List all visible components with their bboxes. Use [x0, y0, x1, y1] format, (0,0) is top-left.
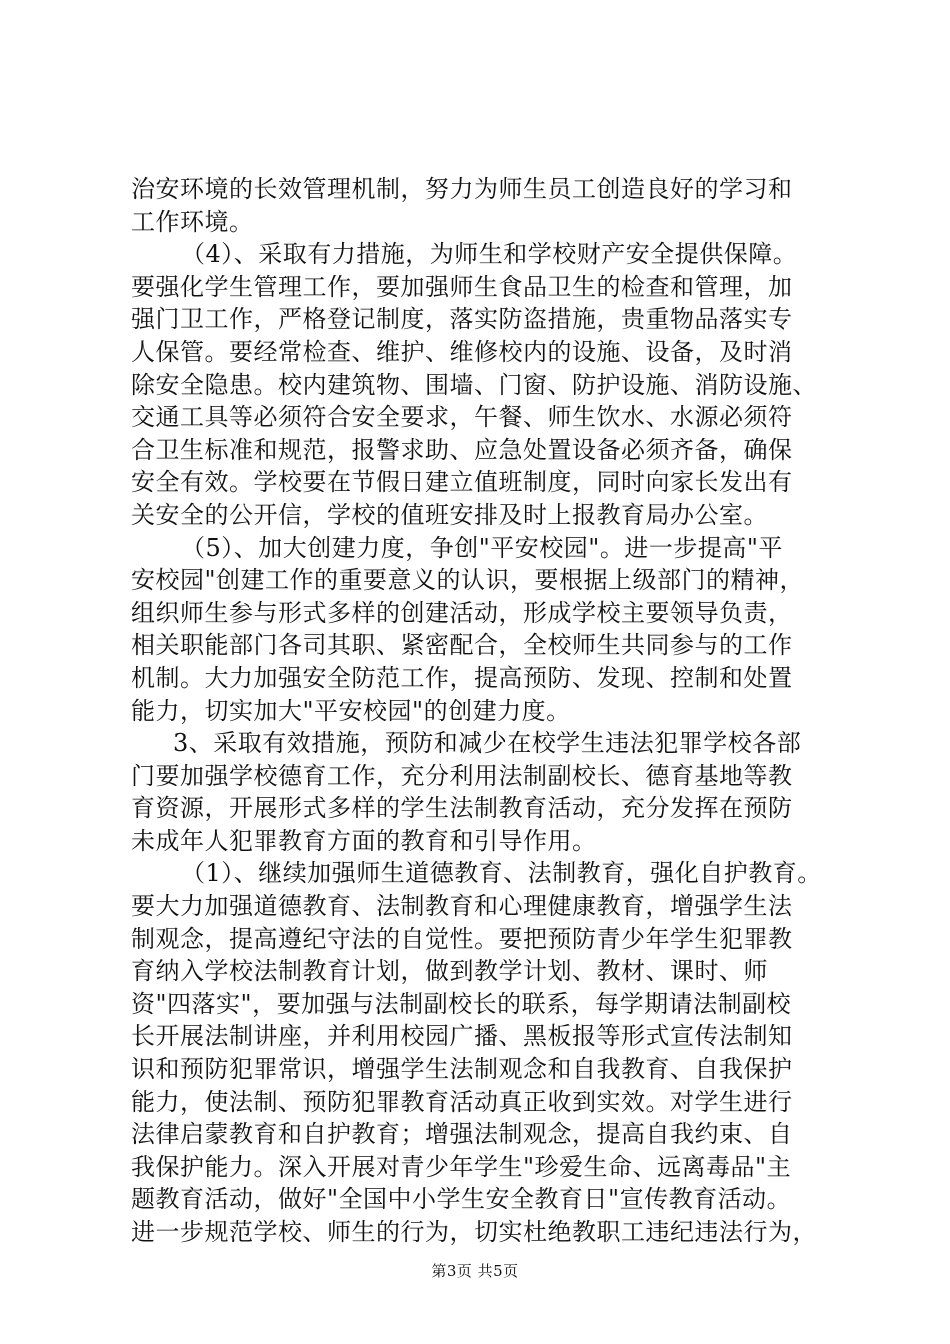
text-line: 组织师生参与形式多样的创建活动，形成学校主要领导负责，: [131, 598, 793, 627]
page-number-footer: 第3页 共5页: [431, 1262, 519, 1280]
text-line: 进一步规范学校、师生的行为，切实杜绝教职工违纪违法行为，: [131, 1218, 817, 1246]
text-line: 机制。大力加强安全防范工作，提高预防、发现、控制和处置: [131, 663, 793, 692]
text-line: 要大力加强道德教育、法制教育和心理健康教育，增强学生法: [131, 892, 793, 921]
text-line: 安校园"创建工作的重要意义的认识，要根据上级部门的精神，: [131, 566, 805, 595]
text-line: 人保管。要经常检查、维护、维修校内的设施、设备，及时消: [131, 337, 793, 366]
text-line: 强门卫工作，严格登记制度，落实防盗措施，贵重物品落实专: [131, 305, 793, 334]
text-line: 识和预防犯罪常识，增强学生法制观念和自我教育、自我保护: [131, 1055, 793, 1084]
text-line: 工作环境。: [131, 207, 254, 236]
text-line: 制观念，提高遵纪守法的自觉性。要把预防青少年学生犯罪教: [131, 924, 793, 953]
text-line: 育资源，开展形式多样的学生法制教育活动，充分发挥在预防: [131, 794, 793, 823]
text-line: （1）、继续加强师生道德教育、法制教育，强化自护教育。: [181, 859, 822, 888]
text-line: 未成年人犯罪教育方面的教育和引导作用。: [131, 826, 597, 855]
text-line: 关安全的公开信，学校的值班安排及时上报教育局办公室。: [131, 500, 768, 529]
text-line: 我保护能力。深入开展对青少年学生"珍爱生命、远离毒品"主: [131, 1152, 792, 1181]
text-line: 资"四落实"，要加强与法制副校长的联系，每学期请法制副校: [131, 989, 792, 1018]
text-line: 门要加强学校德育工作，充分利用法制副校长、德育基地等教: [131, 761, 793, 790]
text-line: 治安环境的长效管理机制，努力为师生员工创造良好的学习和: [131, 175, 793, 203]
text-line: 育纳入学校法制教育计划，做到教学计划、教材、课时、师: [131, 957, 768, 986]
text-line: 法律启蒙教育和自护教育；增强法制观念，提高自我约束、自: [131, 1120, 793, 1149]
text-line: 交通工具等必须符合安全要求，午餐、师生饮水、水源必须符: [131, 403, 793, 432]
text-line: 题教育活动，做好"全国中小学生安全教育日"宣传教育活动。: [131, 1185, 792, 1214]
text-line: 要强化学生管理工作，要加强师生食品卫生的检查和管理，加: [131, 272, 793, 301]
text-line: 合卫生标准和规范，报警求助、应急处置设备必须齐备，确保: [131, 435, 793, 464]
text-line: 除安全隐患。校内建筑物、围墙、门窗、防护设施、消防设施、: [131, 370, 817, 399]
text-line: 长开展法制讲座，并利用校园广播、黑板报等形式宣传法制知: [131, 1022, 793, 1051]
text-line: 3、采取有效措施，预防和减少在校学生违法犯罪学校各部: [173, 729, 802, 758]
text-line: 能力，使法制、预防犯罪教育活动真正收到实效。对学生进行: [131, 1087, 793, 1116]
text-line: 相关职能部门各司其职、紧密配合，全校师生共同参与的工作: [131, 631, 793, 660]
document-body: [131, 173, 831, 1249]
text-line: （5）、加大创建力度，争创"平安校园"。进一步提高"平: [181, 533, 783, 562]
text-line: 安全有效。学校要在节假日建立值班制度，同时向家长发出有: [131, 468, 793, 497]
text-line: （4）、采取有力措施，为师生和学校财产安全提供保障。: [181, 240, 798, 269]
text-line: 能力，切实加大"平安校园"的创建力度。: [131, 696, 571, 725]
